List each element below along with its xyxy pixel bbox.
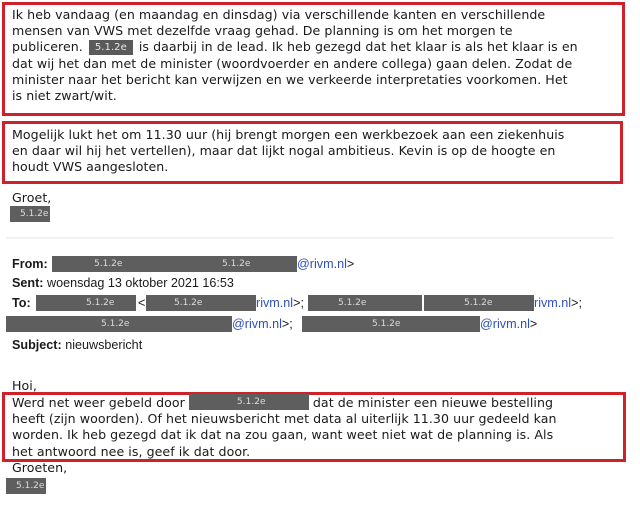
paragraph-1-line: dat wij het dan met de minister (woordvoerder en andere collega) gaan delen. Zodat de — [12, 55, 573, 71]
paragraph-1-line3-prefix: publiceren. — [12, 39, 83, 55]
body-hi: Hoi, — [12, 378, 37, 393]
sent-row — [12, 275, 234, 291]
paragraph-1-line3: is daarbij in de lead. Ik heb gezegd dat het klaar is als het klaar is en — [138, 39, 578, 55]
to-domain-link-1[interactable]: rivm.nl — [256, 296, 294, 310]
paragraph-3-line1-prefix: Werd net weer gebeld door — [12, 395, 185, 410]
paragraph-2 — [12, 127, 564, 176]
to-row2-domain-link-2[interactable]: @rivm.nl — [480, 317, 530, 331]
paragraph-1-line: is niet zwart/wit. — [12, 88, 117, 104]
paragraph-3-line: worden. Ik heb gezegd dat ik dat na zou gaan, want weet niet wat de planning is. Als — [12, 427, 554, 443]
to-row2-email-1: @rivm.nl>; — [232, 317, 293, 331]
paragraph-2-line: en daar wil hij het vertellen), maar dat lijkt nogal ambitieus. Kevin is op de hoogte en — [12, 143, 556, 159]
greeting-2: Groeten, — [12, 460, 68, 475]
redaction-to-email-2: 5.1.2e — [424, 295, 534, 311]
subject-value: nieuwsbericht — [65, 338, 143, 352]
from-label: From: — [12, 257, 48, 271]
to-row2-email-2: @rivm.nl> — [480, 317, 538, 331]
to-email-1: rivm.nl>; — [256, 296, 304, 310]
paragraph-2-line: houdt VWS aangesloten. — [12, 159, 169, 175]
redaction-to-name: 5.1.2e — [36, 295, 136, 311]
to-domain-link-2[interactable]: rivm.nl — [534, 296, 572, 310]
to-label: To: — [12, 296, 31, 310]
redaction-to-row2-1: 5.1.2e — [6, 316, 232, 332]
redaction-to-email-1: 5.1.2e — [146, 295, 256, 311]
paragraph-1-line: mensen van VWS met dezelfde vraag gehad. De planning is om het morgen te — [12, 23, 513, 39]
subject-row — [12, 337, 142, 353]
paragraph-1-line: minister naar het bericht kan verwijzen en we verkeerde interpretaties voorkomen. Het — [12, 71, 568, 87]
paragraph-1-line: Ik heb vandaag (en maandag en dinsdag) via verschillende kanten en verschillende — [12, 7, 546, 22]
paragraph-3-line — [12, 394, 557, 411]
from-domain-link[interactable]: @rivm.nl — [297, 257, 347, 271]
redaction-signature-2: 5.1.2e — [6, 478, 46, 494]
to-label-row — [12, 295, 31, 311]
subject-label: Subject: — [12, 338, 62, 352]
greeting-1: Groet, — [12, 190, 52, 205]
paragraph-3 — [12, 394, 557, 460]
redaction-signature-1: 5.1.2e — [10, 206, 50, 222]
sent-value: woensdag 13 oktober 2021 16:53 — [46, 276, 234, 290]
to-lt: < — [138, 296, 146, 310]
paragraph-3-line1: dat de minister een nieuwe bestelling — [312, 395, 554, 410]
paragraph-2-line: Mogelijk lukt het om 11.30 uur (hij brengt morgen een werkbezoek aan een ziekenhuis — [12, 127, 565, 142]
redaction-from-name: 5.1.2e 5.1.2e — [52, 256, 297, 272]
redaction-to-row2-2: 5.1.2e — [302, 316, 480, 332]
redaction-to-name-2: 5.1.2e — [308, 295, 422, 311]
paragraph-1-line — [12, 39, 578, 55]
redaction-label: 5.1.2e — [89, 40, 133, 55]
paragraph-3-line: het antwoord nee is, geef ik dat door. — [12, 443, 251, 459]
sent-label: Sent: — [12, 276, 44, 290]
separator — [6, 237, 614, 239]
paragraph-1 — [12, 7, 578, 104]
to-email-2: rivm.nl>; — [534, 296, 582, 310]
redaction-caller: 5.1.2e — [189, 394, 309, 410]
paragraph-3-line: heeft (zijn woorden). Of het nieuwsbericht met data al uiterlijk 11.30 uur gedeeld kan — [12, 411, 557, 427]
from-row — [12, 256, 48, 272]
from-email: @rivm.nl> — [297, 257, 355, 271]
to-row2-domain-link-1[interactable]: @rivm.nl — [232, 317, 282, 331]
